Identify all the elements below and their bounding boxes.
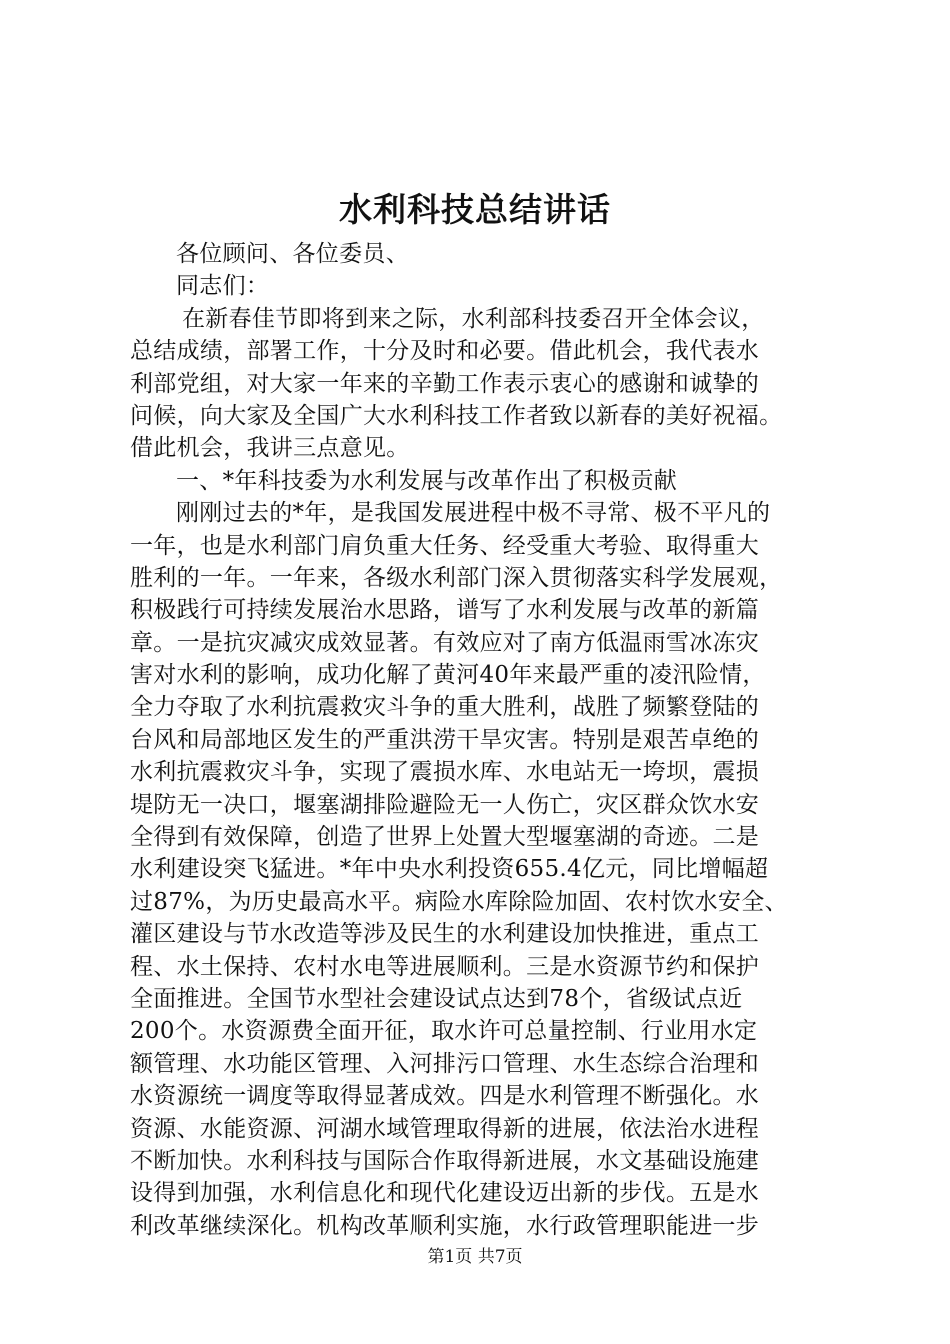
paragraph-line: 全得到有效保障，创造了世界上处置大型堰塞湖的奇迹。二是 — [130, 824, 760, 851]
paragraph-line: 额管理、水功能区管理、入河排污口管理、水生态综合治理和 — [130, 1050, 760, 1077]
paragraph-line: 借此机会，我讲三点意见。 — [130, 435, 410, 462]
section-heading: 一、*年科技委为水利发展与改革作出了积极贡献 — [176, 467, 678, 494]
paragraph-line: 资源、水能资源、河湖水域管理取得新的进展，依法治水进程 — [130, 1115, 760, 1142]
salutation-line: 各位顾问、各位委员、 — [176, 241, 409, 267]
paragraph-line: 堤防无一决口，堰塞湖排险避险无一人伤亡，灾区群众饮水安 — [130, 791, 760, 818]
paragraph-line: 章。一是抗灾减灾成效显著。有效应对了南方低温雨雪冰冻灾 — [130, 629, 760, 656]
paragraph-line: 全力夺取了水利抗震救灾斗争的重大胜利，战胜了频繁登陆的 — [130, 694, 760, 721]
paragraph-line: 胜利的一年。一年来，各级水利部门深入贯彻落实科学发展观， — [130, 564, 783, 591]
paragraph-line: 利部党组，对大家一年来的辛勤工作表示衷心的感谢和诚挚的 — [130, 370, 760, 397]
document-body — [130, 238, 830, 1242]
paragraph-line: 设得到加强，水利信息化和现代化建设迈出新的步伐。五是水 — [130, 1180, 760, 1207]
paragraph-line: 刚刚过去的*年，是我国发展进程中极不寻常、极不平凡的 — [176, 500, 771, 527]
paragraph-line: 问候，向大家及全国广大水利科技工作者致以新春的美好祝福。 — [130, 402, 783, 429]
paragraph-line: 总结成绩，部署工作，十分及时和必要。借此机会，我代表水 — [130, 338, 760, 365]
paragraph-line: 水利建设突飞猛进。*年中央水利投资655.4亿元，同比增幅超 — [130, 856, 769, 883]
paragraph-line: 台风和局部地区发生的严重洪涝干旱灾害。特别是艰苦卓绝的 — [130, 726, 760, 753]
paragraph-line: 全面推进。全国节水型社会建设试点达到78个，省级试点近 — [130, 985, 743, 1012]
paragraph-line: 过87%，为历史最高水平。病险水库除险加固、农村饮水安全、 — [130, 888, 788, 915]
paragraph-line: 积极践行可持续发展治水思路，谱写了水利发展与改革的新篇 — [130, 597, 760, 624]
paragraph-line: 200个。水资源费全面开征，取水许可总量控制、行业用水定 — [130, 1018, 758, 1045]
paragraph-line: 不断加快。水利科技与国际合作取得新进展，水文基础设施建 — [130, 1147, 760, 1174]
paragraph-line: 水利抗震救灾斗争，实现了震损水库、水电站无一垮坝，震损 — [130, 759, 760, 786]
page-footer: 第1页 共7页 — [427, 1247, 523, 1267]
paragraph-line: 灌区建设与节水改造等涉及民生的水利建设加快推进，重点工 — [130, 921, 760, 948]
paragraph-line: 水资源统一调度等取得显著成效。四是水利管理不断强化。水 — [130, 1083, 760, 1110]
salutation-line: 同志们： — [176, 273, 270, 300]
paragraph-line: 在新春佳节即将到来之际，水利部科技委召开全体会议， — [182, 305, 765, 332]
paragraph-line: 程、水土保持、农村水电等进展顺利。三是水资源节约和保护 — [130, 953, 760, 980]
paragraph-line: 害对水利的影响，成功化解了黄河40年来最严重的凌汛险情， — [130, 662, 766, 689]
paragraph-line: 一年，也是水利部门肩负重大任务、经受重大考验、取得重大 — [130, 532, 760, 559]
paragraph-line: 利改革继续深化。机构改革顺利实施，水行政管理职能进一步 — [130, 1212, 760, 1239]
document-title: 水利科技总结讲话 — [339, 190, 611, 229]
